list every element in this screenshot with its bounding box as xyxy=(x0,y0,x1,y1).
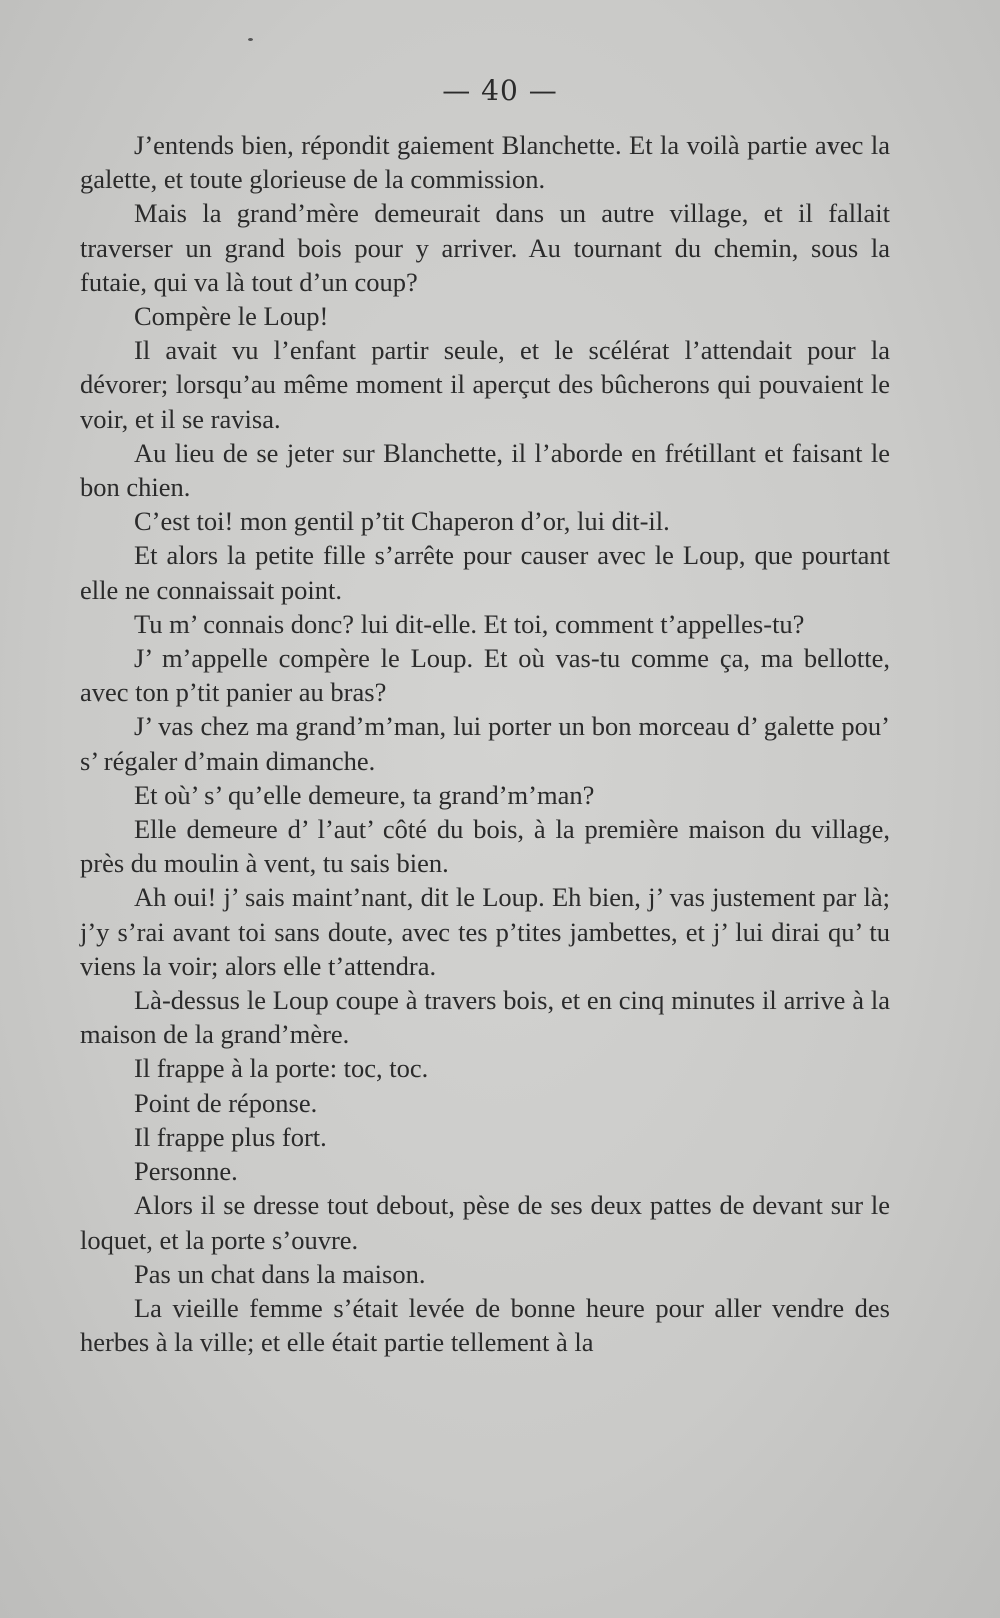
paragraph: Elle demeure d’ l’aut’ côté du bois, à la première maison du village, près du moulin à vent, tu sais bien. xyxy=(80,814,890,879)
paragraph: C’est toi! mon gentil p’tit Chaperon d’or, lui dit-il. xyxy=(134,506,670,537)
paragraph: Alors il se dresse tout debout, pèse de ses deux pattes de devant sur le loquet, et la porte s’ouvre. xyxy=(80,1190,890,1255)
paragraph: Là-dessus le Loup coupe à travers bois, et en cinq minutes il arrive à la maison de la grand’mère. xyxy=(80,985,890,1050)
page-number: — 40 — xyxy=(442,74,558,107)
paragraph: Tu m’ connais donc? lui dit-elle. Et toi, comment t’appelles-tu? xyxy=(134,608,805,639)
paragraph: Mais la grand’mère demeurait dans un autre village, et il fallait traverser un grand bois pour y arriver. Au tournant du chemin, sous la futaie, qui va là tout d’un coup? xyxy=(80,198,890,297)
paragraph: La vieille femme s’était levée de bonne heure pour aller vendre des herbes à la ville; et elle était partie tellement à la xyxy=(80,1292,890,1358)
paragraph: Pas un chat dans la maison. xyxy=(134,1258,426,1289)
paragraph: Et alors la petite fille s’arrête pour causer avec le Loup, que pourtant elle ne connaissait point. xyxy=(80,540,890,605)
ink-speck xyxy=(248,38,253,41)
paragraph: J’ vas chez ma grand’m’man, lui porter un bon morceau d’ galette pou’ s’ régaler d’main dimanche. xyxy=(80,711,890,776)
paragraph: Et où’ s’ qu’elle demeure, ta grand’m’man? xyxy=(134,779,595,810)
paragraph: Il frappe à la porte: toc, toc. xyxy=(134,1053,429,1084)
paragraph: Compère le Loup! xyxy=(134,301,329,332)
paragraph: Point de réponse. xyxy=(134,1087,318,1118)
paragraph: Il avait vu l’enfant partir seule, et le scélérat l’attendait pour la dévorer; lorsqu’au même moment il aperçut des bûcherons qui pouvaient le voir, et il se ravisa. xyxy=(80,335,890,434)
paragraph: Ah oui! j’ sais maint’nant, dit le Loup. Eh bien, j’ vas justement par là; j’y s’rai avant toi sans doute, avec tes p’tites jambettes, et j’ lui dirai qu’ tu viens la voir; alors elle t’attendra. xyxy=(80,882,890,981)
paragraph: Au lieu de se jeter sur Blanchette, il l’aborde en frétillant et faisant le bon chien. xyxy=(80,437,890,503)
paragraph: Il frappe plus fort. xyxy=(134,1121,327,1152)
paragraph: J’entends bien, répondit gaiement Blanchette. Et la voilà partie avec la galette, et toute glorieuse de la commission. xyxy=(80,130,890,195)
paragraph: J’ m’appelle compère le Loup. Et où vas-tu comme ça, ma bellotte, avec ton p’tit panier au bras? xyxy=(80,643,890,708)
paragraph: Personne. xyxy=(134,1156,238,1187)
body-text xyxy=(80,128,890,1359)
